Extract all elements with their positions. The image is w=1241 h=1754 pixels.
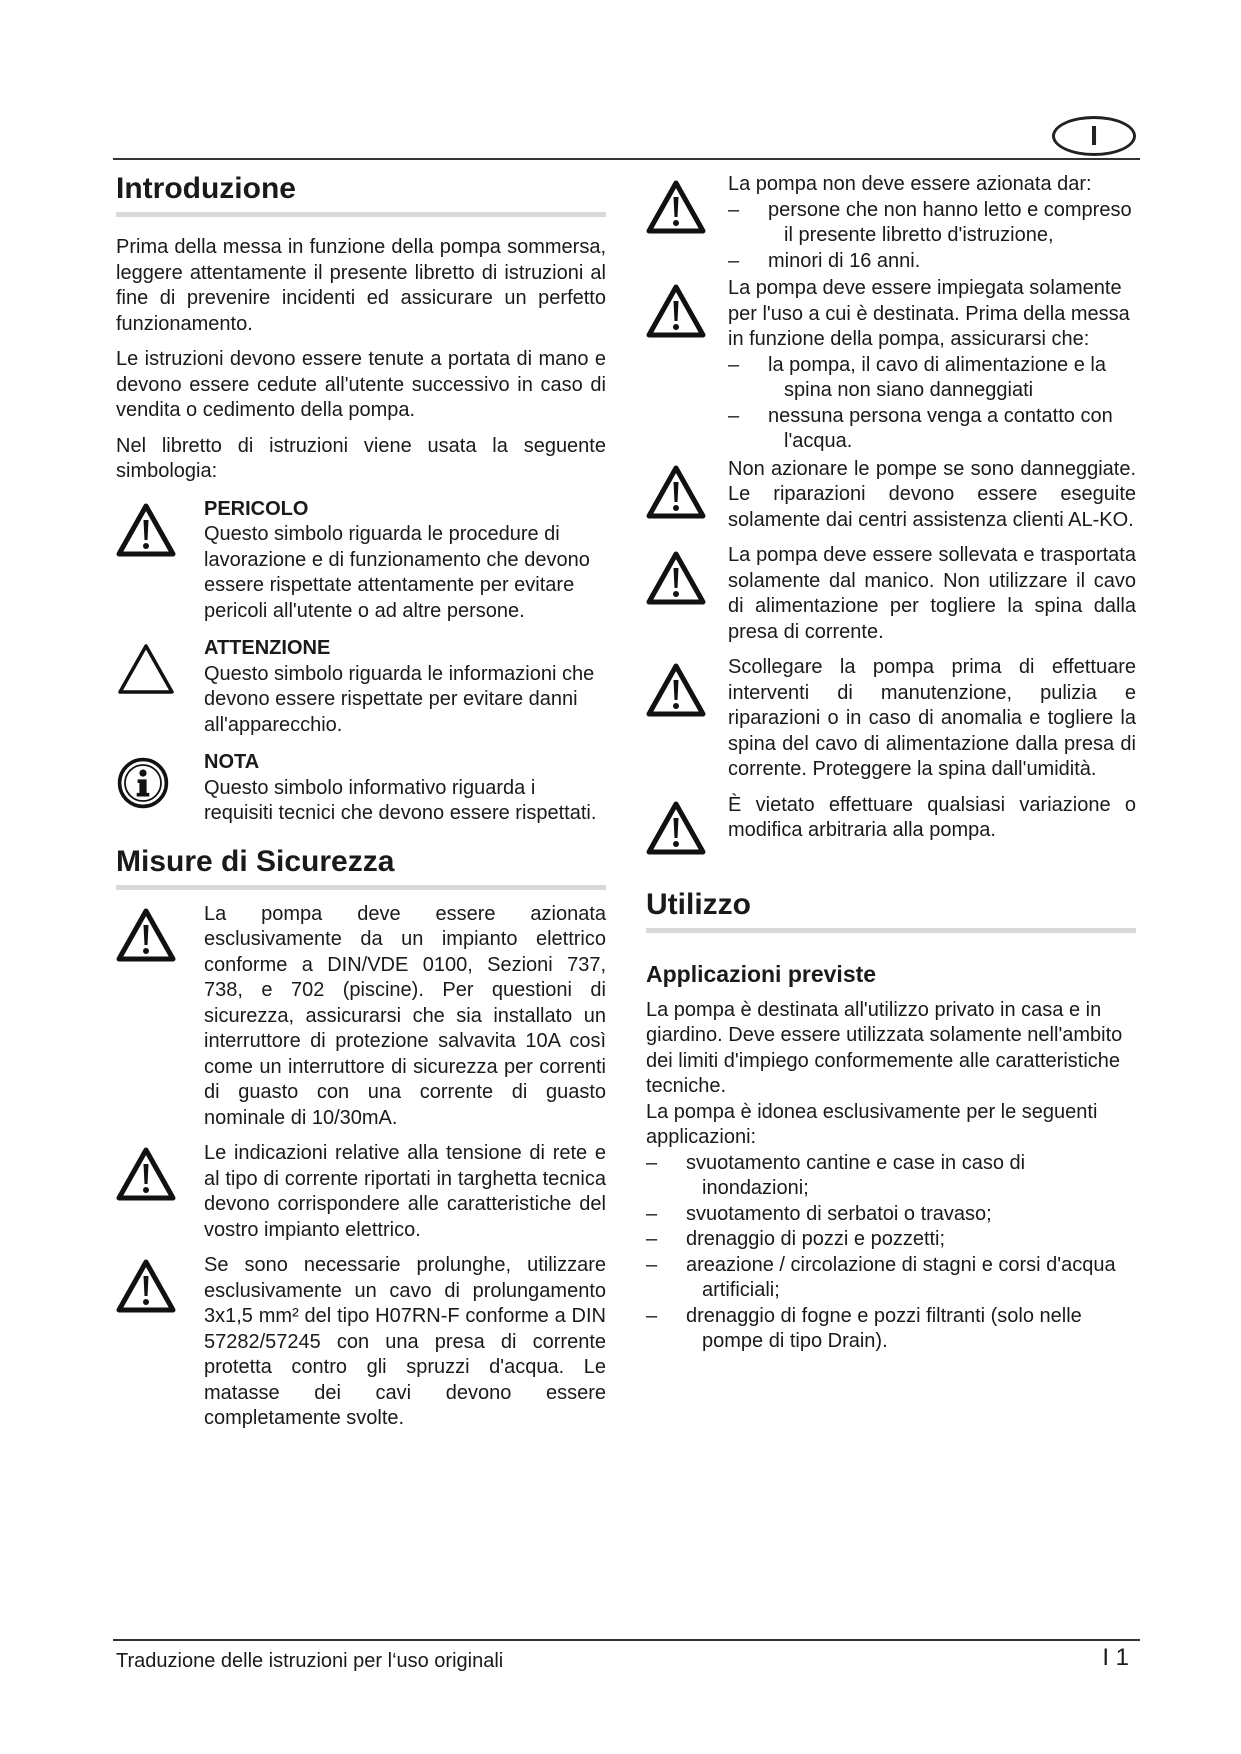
warning-text: La pompa deve essere sollevata e trasportata solamente dal manico. Non utilizzare il cavo di alimentazione per togliere la spina dalla presa di corrente. [728, 544, 1136, 643]
right-column [646, 172, 1136, 1355]
intro-paragraph-2: Le istruzioni devono essere tenute a portata di mano e devono essere cedute all'utente successivo in caso di vendita o cedimento della pompa. [116, 348, 606, 421]
warning-text: La pompa deve essere impiegata solamente per l'uso a cui è destinata. Prima della messa in funzione della pompa, assicurarsi che: [728, 277, 1130, 350]
disconnect-warning [646, 655, 1136, 783]
section-title-usage: Utilizzo [646, 888, 1136, 933]
symbol-legend-caution [116, 636, 606, 738]
restriction-list [728, 198, 1136, 275]
symbol-label-danger: PERICOLO [204, 497, 309, 520]
usage-paragraph-2: La pompa è idonea esclusivamente per le seguenti applicazioni: [646, 1100, 1098, 1148]
warning-icon [646, 284, 706, 338]
warning-icon [116, 908, 176, 962]
caution-icon [116, 642, 176, 696]
damaged-pump-warning [646, 457, 1136, 534]
transport-warning [646, 543, 1136, 645]
safety-warning-text: Se sono necessarie prolunghe, utilizzare esclusivamente un cavo di prolungamento 3x1,5 mm² del tipo H07RN-F conforme a DIN 57282/57245 con una presa di corrente protetta contro gli spruzzi d'acqua. Le matasse dei cavi devono essere completamente svolte. [204, 1254, 606, 1429]
intended-use-warning [646, 276, 1136, 455]
symbol-label-caution: ATTENZIONE [204, 637, 331, 659]
symbol-text-note: Questo simbolo informativo riguarda i requisiti tecnici che devono essere rispettati. [204, 776, 597, 824]
list-item: – drenaggio di pozzi e pozzetti; [646, 1227, 1136, 1253]
list-item: – drenaggio di fogne e pozzi filtranti (solo nelle pompe di tipo Drain). [646, 1304, 1136, 1355]
list-item: – areazione / circolazione di stagni e corsi d'acqua artificiali; [646, 1253, 1136, 1304]
footer-text: Traduzione delle istruzioni per l‘uso originali [116, 1650, 504, 1672]
safety-warning-text: La pompa deve essere azionata esclusivamente da un impianto elettrico conforme a DIN/VDE 0100, Sezioni 737, 738, e 702 (piscine). Per questioni di sicurezza, assicurarsi che sia installato un interruttore di protezione salvavita 10A così come un interruttore di sicurezza per correnti di guasto con una corrente di guasto nominale di 10/30mA. [204, 902, 606, 1129]
applications-list [646, 1151, 1136, 1355]
list-item: – svuotamento cantine e case in caso di inondazioni; [646, 1151, 1136, 1202]
safety-warning-3 [116, 1253, 606, 1432]
safety-warning-1 [116, 902, 606, 1132]
warning-icon [116, 1259, 176, 1313]
header-rule [113, 158, 1140, 160]
page-number: I 1 [1102, 1644, 1129, 1671]
danger-icon [116, 503, 176, 557]
warning-icon [646, 663, 706, 717]
warning-icon [646, 801, 706, 855]
symbol-legend-note [116, 750, 606, 827]
list-item: – nessuna persona venga a contatto con l'acqua. [728, 404, 1136, 455]
list-item: – svuotamento di serbatoi o travaso; [646, 1202, 1136, 1228]
warning-icon [646, 551, 706, 605]
safety-warning-2 [116, 1141, 606, 1243]
warning-icon [116, 1147, 176, 1201]
modification-warning [646, 793, 1136, 860]
usage-paragraph-1: La pompa è destinata all'utilizzo privato in casa e in giardino. Deve essere utilizzata solamente nell'ambito dei limiti d'impiego conformemente alle caratteristiche tecniche. [646, 998, 1123, 1097]
symbol-text-caution: Questo simbolo riguarda le informazioni che devono essere rispettate per evitare danni all'apparecchio. [204, 662, 595, 736]
warning-text: Non azionare le pompe se sono danneggiate. Le riparazioni devono essere eseguite solamente dai centri assistenza clienti AL-KO. [728, 457, 1136, 531]
warning-text: Scollegare la pompa prima di effettuare interventi di manutenzione, pulizia e riparazioni o in caso di anomalia e togliere la spina del cavo di alimentazione dalla presa di corrente. Proteggere la spina dall'umidità. [728, 656, 1136, 780]
list-item: – persone che non hanno letto e compreso il presente libretto d'istruzione, [728, 198, 1136, 249]
left-column [116, 172, 606, 1432]
symbol-text-danger: Questo simbolo riguarda le procedure di lavorazione e di funzionamento che devono essere rispettate attentamente per evitare pericoli all'utente o ad altre persone. [204, 523, 590, 622]
warning-text: È vietato effettuare qualsiasi variazione o modifica arbitraria alla pompa. [728, 793, 1136, 841]
warning-icon [646, 465, 706, 519]
operator-restriction-warning [646, 172, 1136, 274]
list-item: – la pompa, il cavo di alimentazione e la spina non siano danneggiati [728, 353, 1136, 404]
section-title-introduction: Introduzione [116, 172, 606, 217]
safety-warning-text: Le indicazioni relative alla tensione di rete e al tipo di corrente riportati in targhetta tecnica devono corrispondere alle caratteristiche del vostro impianto elettrico. [204, 1142, 606, 1241]
language-badge: I [1052, 116, 1136, 156]
warning-icon [646, 180, 706, 234]
warning-text: La pompa non deve essere azionata dar: [728, 173, 1092, 195]
symbol-label-note: NOTA [204, 751, 260, 773]
intro-paragraph-3: Nel libretto di istruzioni viene usata la seguente simbologia: [116, 434, 606, 482]
info-icon [116, 756, 170, 810]
section-title-safety: Misure di Sicurezza [116, 845, 606, 890]
intro-paragraph-1: Prima della messa in funzione della pompa sommersa, leggere attentamente il presente libretto di istruzioni al fine di prevenire incidenti ed assicurare un perfetto funzionamento. [116, 236, 606, 335]
list-item: – minori di 16 anni. [728, 249, 1136, 275]
subsection-title-intended-use: Applicazioni previste [646, 960, 877, 987]
footer-rule [113, 1639, 1140, 1641]
symbol-legend-danger [116, 497, 606, 625]
check-list [728, 353, 1136, 455]
